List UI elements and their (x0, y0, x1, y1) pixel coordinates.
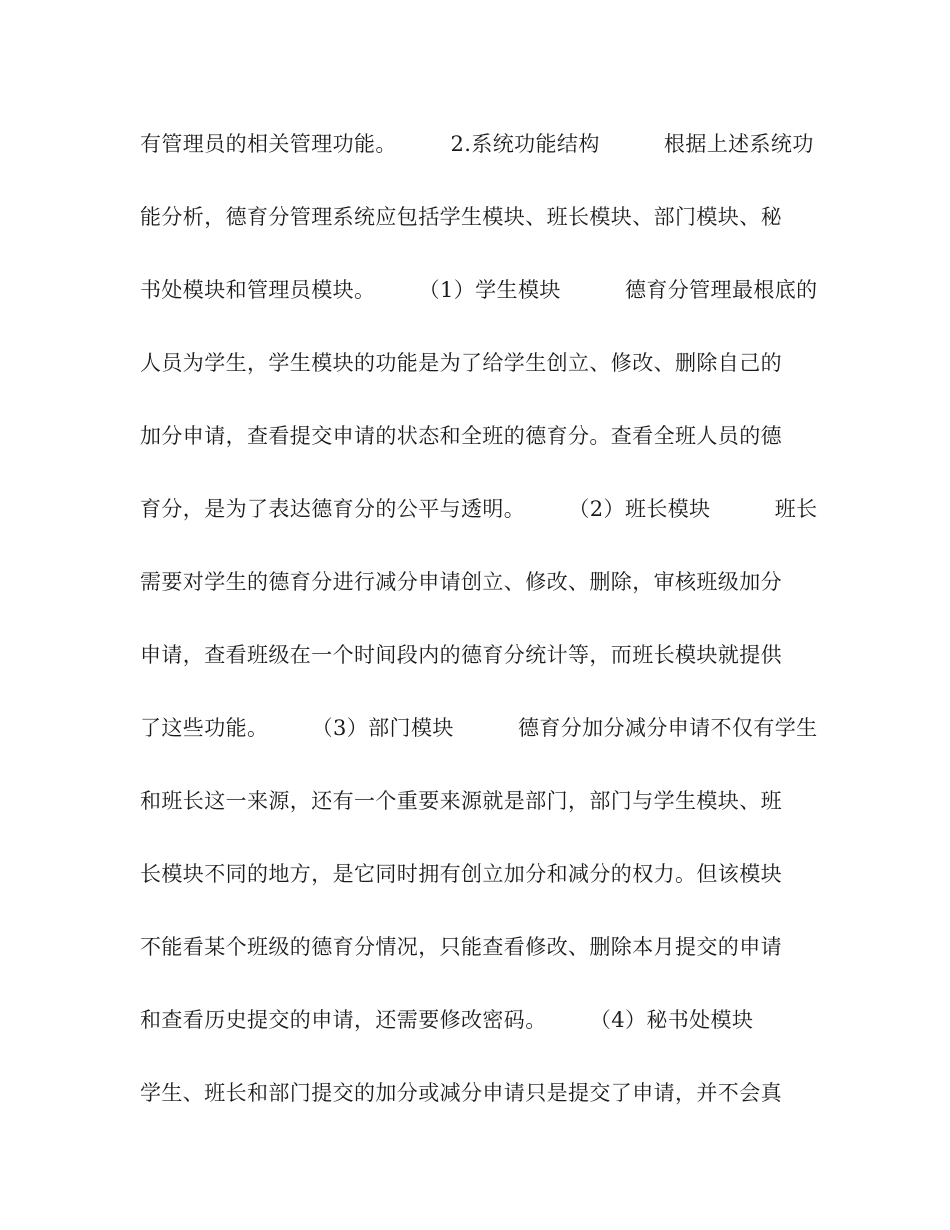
text-line: 能分析，德育分管理系统应包括学生模块、班长模块、部门模块、秘 (140, 205, 782, 229)
text-line: 和班长这一来源，还有一个重要来源就是部门，部门与学生模块、班 (140, 789, 782, 813)
text-line: 书处模块和管理员模块。 （1）学生模块 德育分管理最根底的 (140, 278, 818, 302)
text-line: 育分，是为了表达德育分的公平与透明。 （2）班长模块 班长 (140, 497, 818, 521)
text-line: 了这些功能。 （3）部门模块 德育分加分减分申请不仅有学生 (140, 716, 818, 740)
text-line: 长模块不同的地方，是它同时拥有创立加分和减分的权力。但该模块 (140, 862, 782, 886)
text-line: 不能看某个班级的德育分情况，只能查看修改、删除本月提交的申请 (140, 935, 782, 959)
text-line: 和查看历史提交的申请，还需要修改密码。 （4）秘书处模块 (140, 1008, 754, 1032)
text-line: 有管理员的相关管理功能。 2.系统功能结构 根据上述系统功 (140, 132, 814, 156)
body-text (140, 124, 820, 1146)
text-line: 人员为学生，学生模块的功能是为了给学生创立、修改、删除自己的 (140, 351, 782, 375)
text-line: 需要对学生的德育分进行减分申请创立、修改、删除，审核班级加分 (140, 570, 782, 594)
text-line: 申请，查看班级在一个时间段内的德育分统计等，而班长模块就提供 (140, 643, 782, 667)
text-line: 学生、班长和部门提交的加分或减分申请只是提交了申请，并不会真 (140, 1081, 782, 1105)
text-line: 加分申请，查看提交申请的状态和全班的德育分。查看全班人员的德 (140, 424, 782, 448)
